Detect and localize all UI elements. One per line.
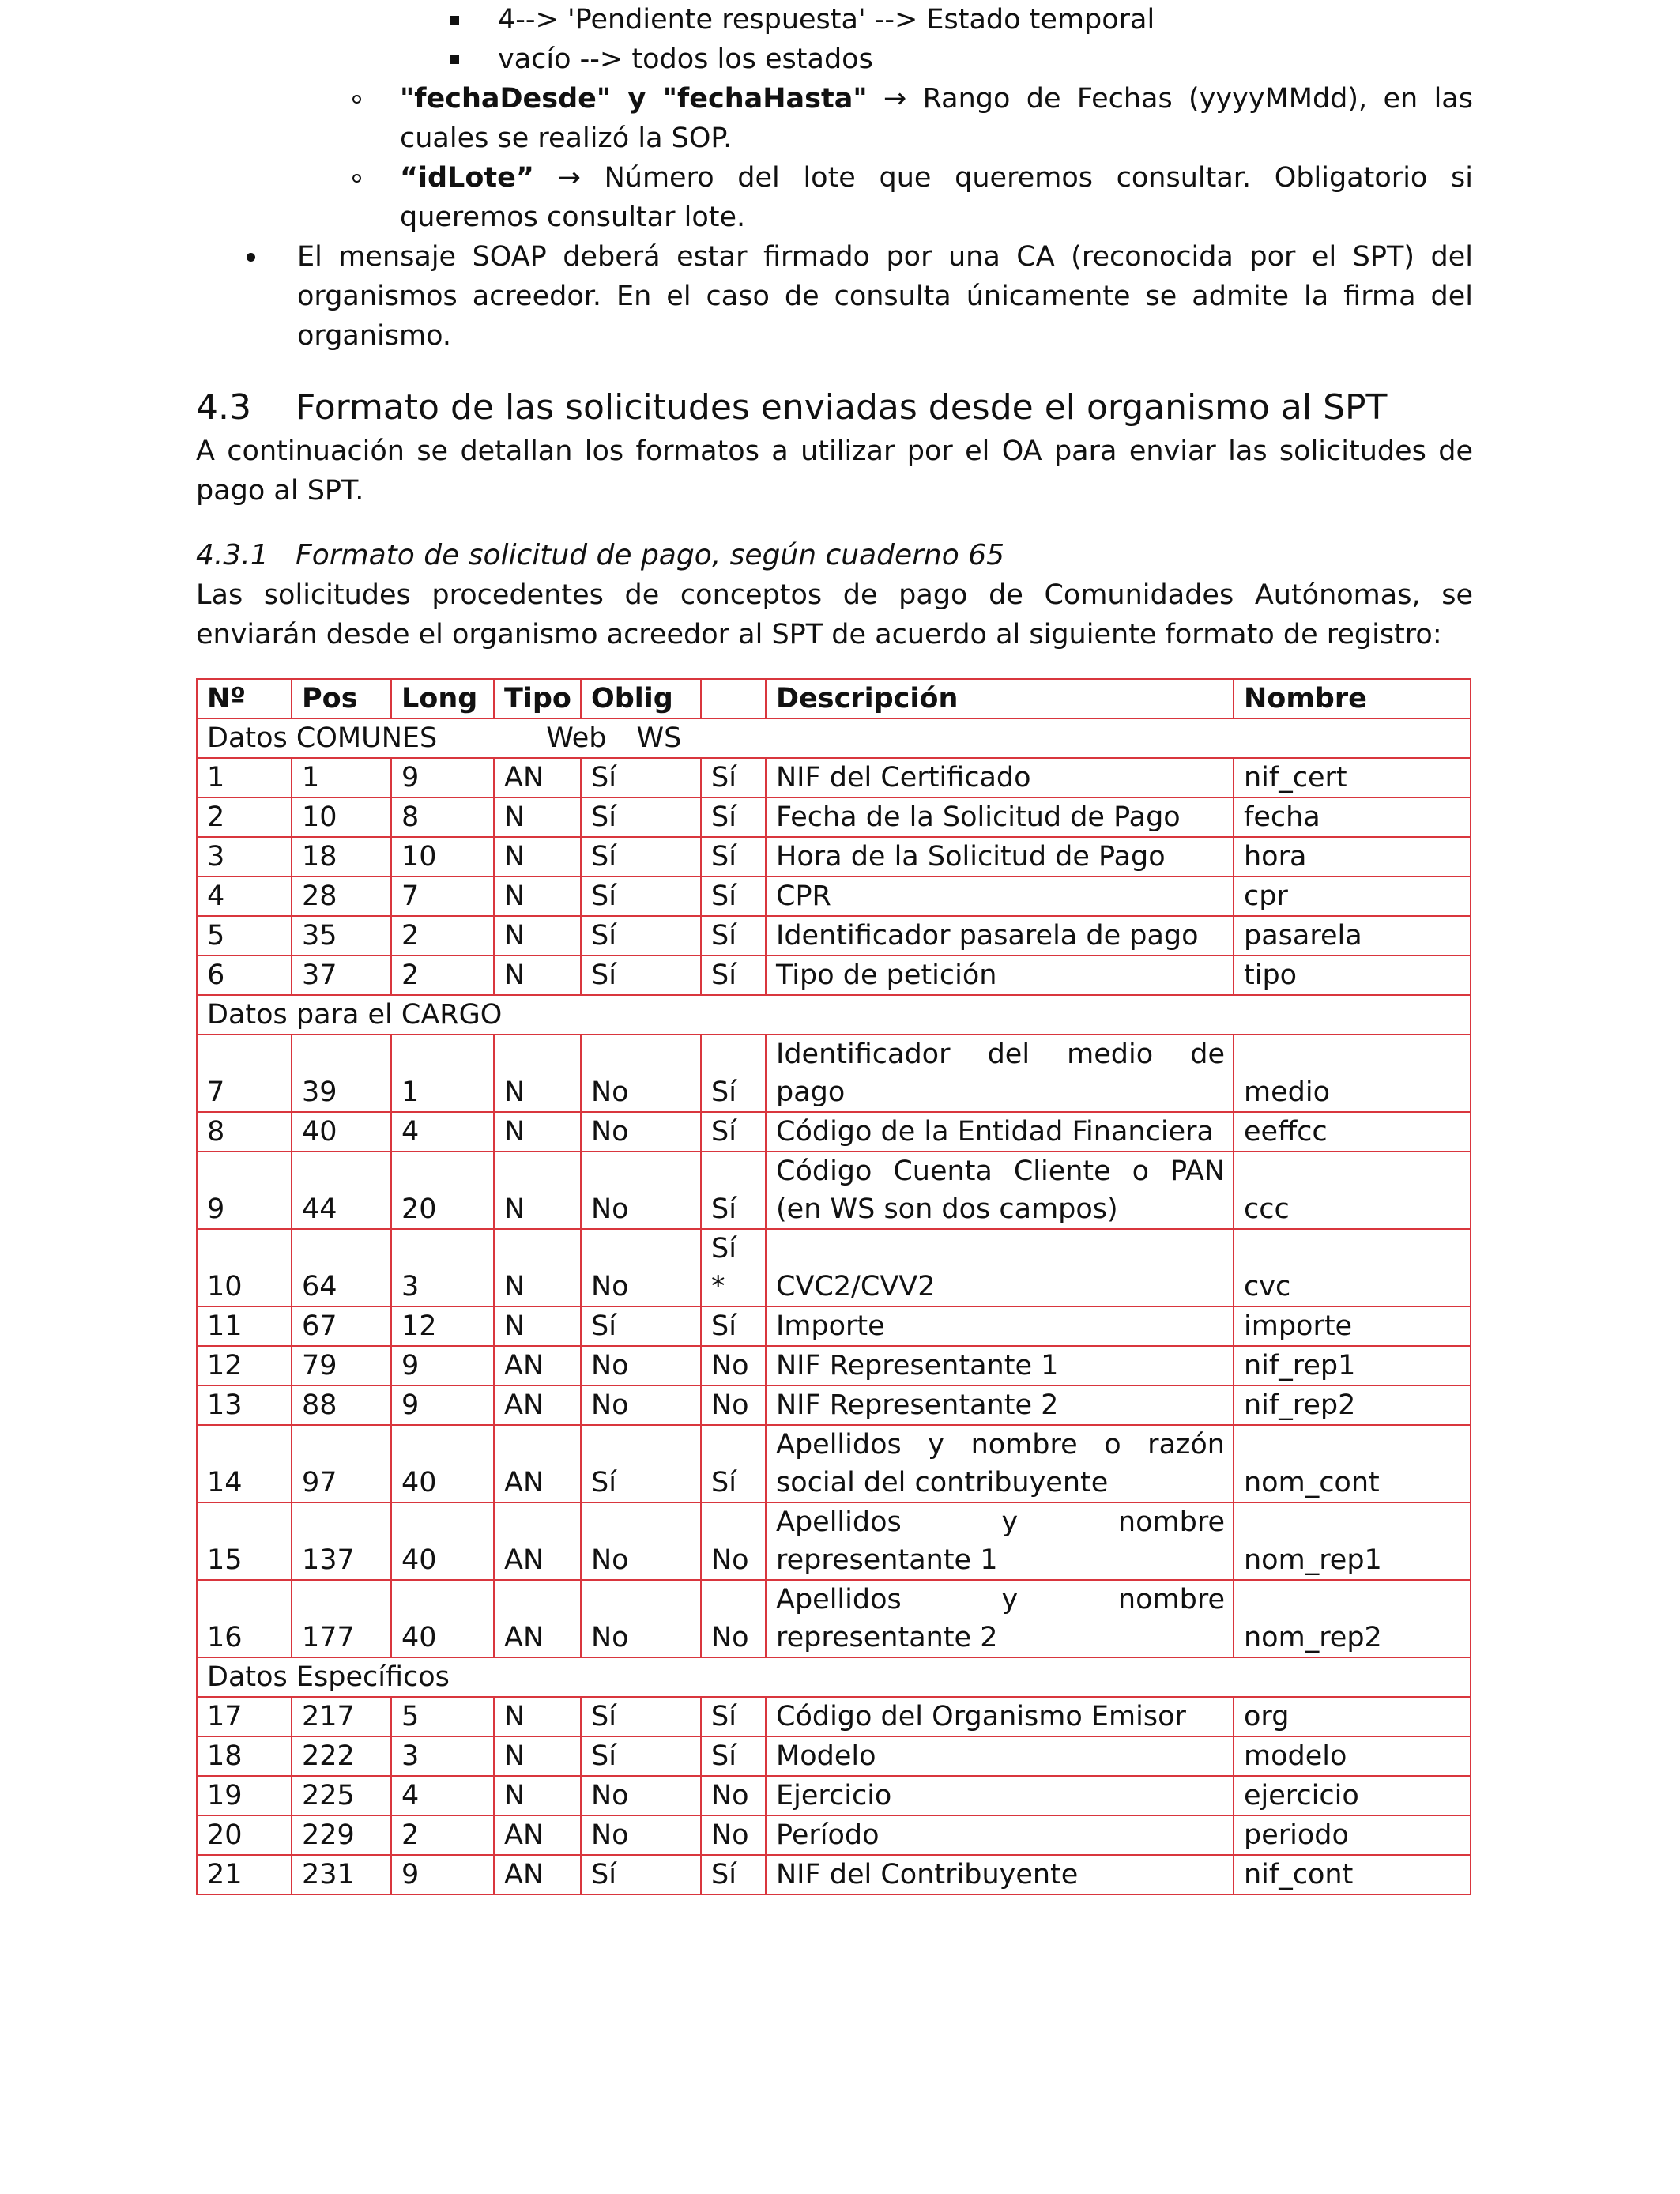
param-lote-line2: queremos consultar lote. — [400, 202, 746, 233]
header-n: Nº — [197, 679, 292, 718]
table-row: 14 97 40 AN Sí Sí Apellidos y nombre o razón social del contribuyente nom_cont — [197, 1425, 1471, 1502]
section-para-line1: A continuación se detallan los formatos a utilizar por el OA para enviar las solicitudes de — [196, 435, 1473, 467]
section-heading — [196, 384, 1387, 432]
table-header-row — [197, 679, 1471, 718]
section-title: Formato de las solicitudes enviadas desde el organismo al SPT — [296, 387, 1388, 428]
section-number: 4.3 — [196, 387, 251, 428]
group-row-cargo — [197, 995, 1471, 1035]
table-row: 2 10 8 N Sí Sí Fecha de la Solicitud de Pago fecha — [197, 797, 1471, 837]
group-row-especificos — [197, 1657, 1471, 1697]
table-row: 18 222 3 N Sí Sí Modelo modelo — [197, 1736, 1471, 1776]
param-fechas-desc: Rango de Fechas (yyyyMMdd), en las — [922, 83, 1473, 115]
subsection-number: 4.3.1 — [196, 539, 269, 571]
round-bullet-icon — [247, 253, 255, 262]
arrow-right-icon: → — [883, 83, 907, 115]
header-descripcion: Descripción — [766, 679, 1234, 718]
subsection-title: Formato de solicitud de pago, según cuaderno 65 — [296, 539, 1005, 571]
header-long: Long — [391, 679, 494, 718]
table-row: 15 137 40 AN No No Apellidos y nombre representante 1 nom_rep1 — [197, 1502, 1471, 1580]
param-lote-line1 — [400, 158, 1473, 198]
soap-note-line3: organismo. — [297, 320, 452, 352]
table-row: 9 44 20 N No Sí Código Cuenta Cliente o PAN (en WS son dos campos) ccc — [197, 1152, 1471, 1229]
header-nombre: Nombre — [1234, 679, 1471, 718]
header-blank — [701, 679, 766, 718]
square-bullet-icon — [450, 55, 459, 64]
param-lote-desc: Número del lote que queremos consultar. Obligatorio si — [604, 162, 1473, 194]
param-fechas-name: "fechaDesde" y "fechaHasta" — [400, 83, 868, 115]
group-label-cargo: Datos para el CARGO — [197, 995, 1471, 1035]
circle-bullet-icon — [352, 174, 361, 183]
header-pos: Pos — [292, 679, 391, 718]
soap-note-line2: organismos acreedor. En el caso de consulta únicamente se admite la firma del — [297, 281, 1473, 312]
sub-item-vacio: vacío --> todos los estados — [498, 43, 873, 75]
arrow-right-icon: → — [557, 162, 581, 194]
table-row: 7 39 1 N No Sí Identificador del medio de pago medio — [197, 1035, 1471, 1112]
square-bullet-icon — [450, 16, 459, 25]
section-para-line2: pago al SPT. — [196, 475, 364, 507]
header-tipo: Tipo — [494, 679, 581, 718]
header-oblig: Oblig — [581, 679, 701, 718]
table-row: 20 229 2 AN No No Período periodo — [197, 1815, 1471, 1855]
table-row: 21 231 9 AN Sí Sí NIF del Contribuyente nif_cont — [197, 1855, 1471, 1894]
table-row: 6 37 2 N Sí Sí Tipo de petición tipo — [197, 956, 1471, 995]
table-row: 8 40 4 N No Sí Código de la Entidad Financiera eeffcc — [197, 1112, 1471, 1152]
group-label-comunes: Datos COMUNES Web WS — [197, 718, 1471, 758]
param-fechas-line2: cuales se realizó la SOP. — [400, 123, 733, 154]
table-row: 16 177 40 AN No No Apellidos y nombre representante 2 nom_rep2 — [197, 1580, 1471, 1657]
table-row: 12 79 9 AN No No NIF Representante 1 nif_rep1 — [197, 1346, 1471, 1385]
subsection-heading — [196, 536, 1004, 575]
param-fechas-line1 — [400, 79, 1473, 119]
table-row: 3 18 10 N Sí Sí Hora de la Solicitud de Pago hora — [197, 837, 1471, 876]
table-row: 19 225 4 N No No Ejercicio ejercicio — [197, 1776, 1471, 1815]
soap-note-line1: El mensaje SOAP deberá estar firmado por una CA (reconocida por el SPT) del — [297, 241, 1473, 273]
subsection-para-line2: enviarán desde el organismo acreedor al SPT de acuerdo al siguiente formato de registro: — [196, 619, 1442, 650]
subsection-para-line1: Las solicitudes procedentes de conceptos de pago de Comunidades Autónomas, se — [196, 579, 1473, 611]
param-lote-name: “idLote” — [400, 162, 534, 194]
table-row: 17 217 5 N Sí Sí Código del Organismo Emisor org — [197, 1697, 1471, 1736]
group-label-especificos: Datos Específicos — [197, 1657, 1471, 1697]
circle-bullet-icon — [352, 95, 361, 104]
table-row: 13 88 9 AN No No NIF Representante 2 nif_rep2 — [197, 1385, 1471, 1425]
sub-item-pendiente: 4--> 'Pendiente respuesta' --> Estado temporal — [498, 4, 1155, 36]
table-row: 5 35 2 N Sí Sí Identificador pasarela de pago pasarela — [197, 916, 1471, 956]
table-row: 1 1 9 AN Sí Sí NIF del Certificado nif_cert — [197, 758, 1471, 797]
table-row: 10 64 3 N No Sí * CVC2/CVV2 cvc — [197, 1229, 1471, 1306]
group-row-comunes — [197, 718, 1471, 758]
record-format-table — [196, 678, 1471, 1895]
table-row: 11 67 12 N Sí Sí Importe importe — [197, 1306, 1471, 1346]
table-row: 4 28 7 N Sí Sí CPR cpr — [197, 876, 1471, 916]
